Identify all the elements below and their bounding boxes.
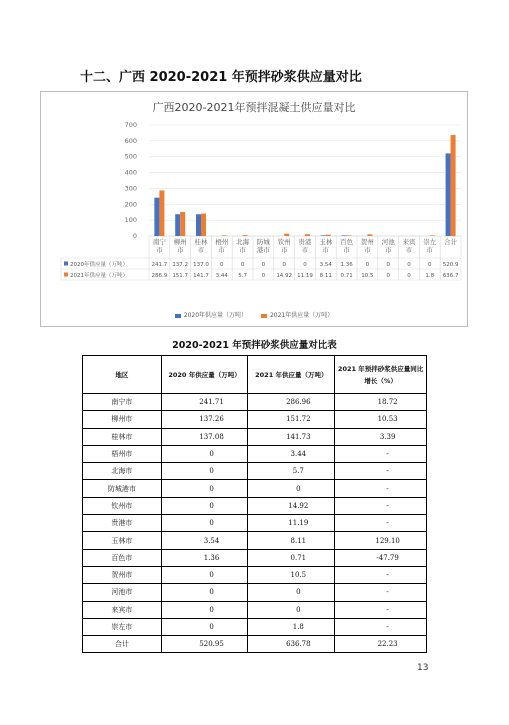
- bar-2021: [347, 235, 352, 236]
- data-label: 0: [386, 261, 390, 268]
- data-label: 0: [428, 261, 432, 268]
- cell-supply-2021: 636.78: [248, 636, 335, 653]
- cell-supply-2020: 520.95: [161, 636, 248, 653]
- x-category-label: 来宾: [402, 238, 416, 246]
- data-label: 151.7: [172, 272, 189, 279]
- cell-growth: -: [335, 480, 427, 497]
- supply-comparison-table: [82, 355, 427, 653]
- x-category-label: 市: [426, 246, 434, 254]
- cell-supply-2021: 10.5: [248, 566, 335, 583]
- x-category-label: 贺州: [360, 238, 374, 246]
- page-number: 13: [417, 663, 429, 673]
- table-row: [83, 463, 427, 480]
- cell-supply-2021: 3.44: [248, 445, 335, 462]
- cell-region: 来宾市: [83, 601, 162, 618]
- chart-legend: [41, 310, 467, 319]
- cell-growth: -: [335, 584, 427, 601]
- data-label: 0: [303, 261, 307, 268]
- cell-supply-2021: 0: [248, 601, 335, 618]
- x-category-label: 合计: [444, 238, 458, 246]
- y-tick-label: 500: [124, 152, 137, 161]
- x-category-label: 市: [301, 246, 309, 254]
- cell-supply-2020: 1.36: [161, 549, 248, 566]
- cell-supply-2020: 0: [161, 584, 248, 601]
- y-tick-label: 0: [132, 232, 137, 240]
- bar-2021: [284, 234, 289, 236]
- data-label: 636.7: [442, 272, 459, 279]
- cell-region: 北海市: [83, 463, 162, 480]
- x-category-label: 市: [364, 246, 371, 254]
- data-label: 0: [365, 261, 370, 268]
- x-category-label: 玉林: [319, 238, 333, 246]
- cell-growth: -: [335, 497, 427, 514]
- x-category-label: 市: [280, 246, 288, 254]
- table-row: [83, 566, 427, 583]
- table-row: [83, 549, 427, 566]
- cell-supply-2021: 0.71: [248, 549, 335, 566]
- cell-growth: -: [335, 566, 427, 583]
- data-label: 8.11: [319, 272, 332, 279]
- data-label: 10.5: [361, 272, 374, 279]
- table-row: [83, 428, 427, 445]
- data-label: 3.54: [319, 261, 332, 268]
- x-category-label: 贵港: [298, 238, 312, 246]
- cell-supply-2021: 8.11: [248, 532, 335, 549]
- bar-2021: [326, 235, 331, 236]
- series-name: 2021年供应量（万吨）: [70, 272, 128, 279]
- y-tick-label: 100: [124, 216, 137, 225]
- table-row: [83, 618, 427, 635]
- x-category-label: 梧州: [215, 238, 229, 246]
- legend-label-2020: 2020年供应量（万吨）: [183, 312, 248, 319]
- table-title: 2020-2021 年预拌砂浆供应量对比表: [172, 340, 337, 351]
- cell-region: 河池市: [83, 584, 162, 601]
- cell-growth: -: [335, 445, 427, 462]
- x-category-label: 市: [176, 246, 184, 254]
- x-category-label: 市: [343, 246, 350, 254]
- cell-growth: 129.10: [335, 532, 427, 549]
- cell-region: 崇左市: [83, 618, 162, 635]
- x-category-label: 百色: [340, 238, 354, 246]
- bar-2021: [159, 191, 164, 236]
- y-tick-label: 200: [124, 200, 137, 209]
- table-row: [83, 601, 427, 618]
- bar-2021: [430, 235, 435, 236]
- x-category-label: 市: [218, 246, 226, 254]
- cell-supply-2021: 11.19: [248, 515, 335, 532]
- cell-supply-2020: 3.54: [161, 532, 248, 549]
- data-label: 14.92: [276, 272, 293, 279]
- cell-supply-2021: 0: [248, 480, 335, 497]
- x-category-label: 市: [197, 246, 205, 254]
- table-row: [83, 411, 427, 428]
- x-category-label: 桂林: [194, 238, 208, 246]
- data-label: 0.71: [340, 272, 353, 279]
- series-key-2020: [64, 262, 68, 266]
- cell-growth: 22.23: [335, 636, 427, 653]
- bar-2021: [243, 235, 248, 236]
- bar-2021: [451, 135, 456, 236]
- cell-growth: 3.39: [335, 428, 427, 445]
- data-label: 241.7: [151, 261, 168, 268]
- bar-2021: [201, 214, 206, 236]
- x-category-label: 南宁: [152, 238, 166, 246]
- data-label: 0: [282, 261, 286, 268]
- cell-supply-2021: 286.96: [248, 394, 335, 411]
- data-label: 5.7: [238, 272, 247, 279]
- data-label: 137.2: [172, 261, 189, 268]
- table-row: [83, 515, 427, 532]
- cell-supply-2020: 137.08: [161, 428, 248, 445]
- cell-region: 桂林市: [83, 428, 162, 445]
- data-label: 3.44: [215, 272, 228, 279]
- chart-plot: [41, 92, 469, 328]
- cell-region: 贵港市: [83, 515, 162, 532]
- x-category-label: 市: [384, 246, 392, 254]
- cell-region: 梧州市: [83, 445, 162, 462]
- y-tick-label: 700: [124, 121, 137, 129]
- x-category-label: 市: [156, 246, 163, 254]
- cell-growth: -: [335, 601, 427, 618]
- header-region: 地区: [83, 356, 162, 394]
- section-heading: 十二、广西 2020-2021 年预拌砂浆供应量对比: [80, 70, 362, 85]
- table-row: [83, 636, 427, 653]
- data-label: 11.19: [297, 272, 313, 279]
- cell-supply-2021: 14.92: [248, 497, 335, 514]
- data-label: 0: [407, 261, 411, 268]
- bar-2020: [446, 153, 451, 236]
- x-category-label: 河池: [381, 238, 395, 246]
- series-key-2021: [64, 273, 68, 277]
- data-label: 137.0: [193, 261, 209, 268]
- data-label: 141.7: [193, 272, 209, 279]
- table-row: [83, 497, 427, 514]
- table-row: [83, 445, 427, 462]
- cell-supply-2020: 0: [161, 445, 248, 462]
- bar-2021: [180, 212, 185, 236]
- cell-supply-2021: 1.8: [248, 618, 335, 635]
- cell-supply-2021: 141.73: [248, 428, 335, 445]
- header-growth: 2021 年预拌砂浆供应量同比增长（%）: [335, 356, 427, 394]
- cell-growth: 10.53: [335, 411, 427, 428]
- bar-chart: [40, 91, 468, 327]
- cell-supply-2020: 0: [161, 515, 248, 532]
- x-category-label: 柳州: [173, 238, 187, 246]
- cell-region: 钦州市: [83, 497, 162, 514]
- data-label: 520.9: [442, 261, 459, 268]
- data-label: 0: [261, 261, 266, 268]
- cell-region: 南宁市: [83, 394, 162, 411]
- x-category-label: 港市: [256, 246, 270, 254]
- cell-growth: 18.72: [335, 394, 427, 411]
- cell-supply-2020: 0: [161, 497, 248, 514]
- cell-supply-2020: 0: [161, 566, 248, 583]
- x-category-label: 市: [239, 246, 246, 254]
- data-label: 286.9: [151, 272, 168, 279]
- header-supply-2021: 2021 年供应量（万吨）: [248, 356, 335, 394]
- bar-2021: [305, 234, 310, 236]
- cell-supply-2021: 151.72: [248, 411, 335, 428]
- series-name: 2020年供应量（万吨）: [70, 261, 128, 268]
- data-label: 0: [220, 261, 224, 268]
- bar-2020: [342, 235, 347, 236]
- header-supply-2020: 2020 年供应量（万吨）: [161, 356, 248, 394]
- cell-supply-2020: 137.26: [161, 411, 248, 428]
- legend-item-2020: [175, 310, 247, 319]
- cell-growth: -: [335, 463, 427, 480]
- data-label: 0: [261, 272, 266, 279]
- x-category-label: 钦州: [277, 238, 291, 246]
- legend-swatch-2020: [175, 314, 181, 318]
- cell-supply-2020: 0: [161, 618, 248, 635]
- bar-2020: [154, 198, 159, 236]
- cell-growth: -: [335, 618, 427, 635]
- cell-supply-2020: 241.71: [161, 394, 248, 411]
- cell-region: 合计: [83, 636, 162, 653]
- cell-region: 贺州市: [83, 566, 162, 583]
- bar-2020: [196, 214, 201, 236]
- cell-supply-2021: 5.7: [248, 463, 335, 480]
- cell-growth: -47.79: [335, 549, 427, 566]
- table-row: [83, 480, 427, 497]
- table-row: [83, 532, 427, 549]
- data-label: 0: [240, 261, 245, 268]
- legend-label-2021: 2021年供应量（万吨）: [269, 312, 334, 319]
- x-category-label: 防城: [256, 238, 270, 246]
- data-label: 1.36: [340, 261, 353, 268]
- legend-item-2021: [261, 310, 333, 319]
- legend-swatch-2021: [261, 314, 267, 318]
- x-category-label: 市: [405, 246, 413, 254]
- chart-title: 广西2020-2021年预拌混凝土供应量对比: [152, 101, 356, 114]
- data-label: 1.8: [425, 272, 435, 279]
- x-category-label: 北海: [236, 238, 250, 246]
- x-category-label: 崇左: [423, 238, 437, 246]
- cell-region: 百色市: [83, 549, 162, 566]
- y-tick-label: 600: [124, 136, 137, 145]
- data-label: 0: [386, 272, 390, 279]
- bar-2021: [367, 234, 372, 236]
- y-tick-label: 300: [124, 184, 137, 193]
- cell-supply-2020: 0: [161, 601, 248, 618]
- cell-supply-2021: 0: [248, 584, 335, 601]
- bar-2020: [175, 214, 180, 236]
- cell-region: 防城港市: [83, 480, 162, 497]
- cell-supply-2020: 0: [161, 463, 248, 480]
- cell-growth: -: [335, 515, 427, 532]
- cell-supply-2020: 0: [161, 480, 248, 497]
- table-row: [83, 584, 427, 601]
- bar-2021: [222, 235, 227, 236]
- cell-region: 玉林市: [83, 532, 162, 549]
- cell-region: 柳州市: [83, 411, 162, 428]
- data-label: 0: [407, 272, 411, 279]
- bar-2020: [321, 235, 326, 236]
- y-tick-label: 400: [124, 168, 137, 177]
- table-row: [83, 394, 427, 411]
- x-category-label: 市: [322, 246, 330, 254]
- table-header-row: [83, 356, 427, 394]
